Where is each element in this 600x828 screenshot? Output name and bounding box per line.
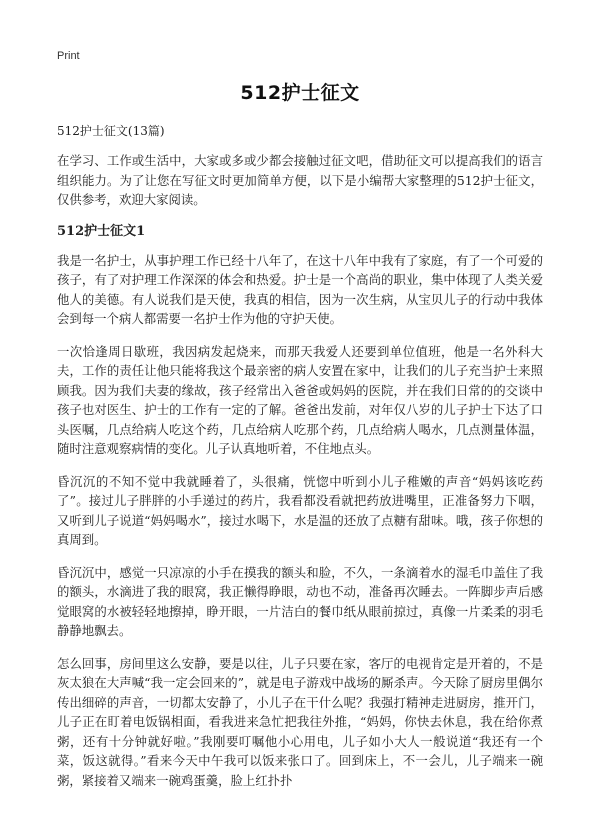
body-paragraph-2: 一次恰逢周日歇班，我因病发起烧来，而那天我爱人还要到单位值班，他是一名外科大夫，工作的责任让他只能将我这个最亲密的病人安置在家中，让我们的儿子充当护士来照顾我。因为我们夫妻的缘故，孩子经常出入爸爸或妈妈的医院，并在我们日常的的交谈中孩子也对医生、护士的工作有一定的了解。爸爸出发前，对年仅八岁的儿子护士下达了口头医嘱，几点给病人吃这个药，几点给病人吃那个药，几点给病人喝水，几点测量体温，随时注意观察病情的变化。儿子认真地听着，不住地点头。	[57, 343, 543, 456]
section-heading: 512护士征文1	[57, 223, 146, 239]
body-paragraph-4: 昏沉沉中，感觉一只凉凉的小手在摸我的额头和脸，不久，一条滴着水的湿毛巾盖住了我的额头，水滴进了我的眼窝，我正懒得睁眼，动也不动，准备再次睡去。一阵脚步声后感觉眼窝的水被轻轻地擦掉，睁开眼，一片洁白的餐巾纸从眼前掠过，真像一片柔柔的羽毛静静地飘去。	[57, 564, 543, 638]
print-label: Print	[57, 50, 80, 62]
intro-paragraph: 在学习、工作或生活中，大家或多或少都会接触过征文吧，借助征文可以提高我们的语言组织能力。为了让您在写征文时更加简单方便，以下是小编帮大家整理的512护士征文，仅供参考，欢迎大家阅读。	[57, 153, 543, 207]
body-paragraph-5: 怎么回事，房间里这么安静，要是以往，儿子只要在家，客厅的电视肯定是开着的，不是灰太狼在大声喊“我一定会回来的”，就是电子游戏中战场的厮杀声。今天除了厨房里偶尔传出细碎的声音，一切都太安静了，小儿子在干什么呢？我强打精神走进厨房，推开门，儿子正在盯着电饭锅相面，看我进来急忙把我往外推，“妈妈，你快去休息，我在给你煮粥，还有十分钟就好啦。”我刚要叮嘱他小心用电，儿子如小大人一般说道“我还有一个菜，饭这就得。”看来今天中午我可以饭来张口了。回到床上，不一会儿，儿子端来一碗粥，紧接着又端来一碗鸡蛋羹，脸上红扑扑	[57, 655, 543, 788]
body-paragraph-3: 昏沉沉的不知不觉中我就睡着了，头很痛，恍惚中听到小儿子稚嫩的声音“妈妈该吃药了”。接过儿子胖胖的小手递过的药片，我看都没看就把药放进嘴里，正准备努力下咽，又听到儿子说道“妈妈喝水”，接过水喝下，水是温的还放了点糖有甜味。哦，孩子你想的真周到。	[57, 473, 543, 547]
body-paragraph-1: 我是一名护士，从事护理工作已经十八年了，在这十八年中我有了家庭，有了一个可爱的孩子，有了对护理工作深深的体会和热爱。护士是一个高尚的职业，集中体现了人类关爱他人的美德。有人说我们是天使，我真的相信，因为一次生病，从宝贝儿子的行动中我体会到每一个病人都需要一名护士作为他的守护天使。	[57, 252, 543, 326]
document-body	[57, 123, 543, 803]
page-title: 512护士征文	[240, 82, 360, 104]
document-subtitle: 512护士征文(13篇)	[57, 124, 165, 138]
